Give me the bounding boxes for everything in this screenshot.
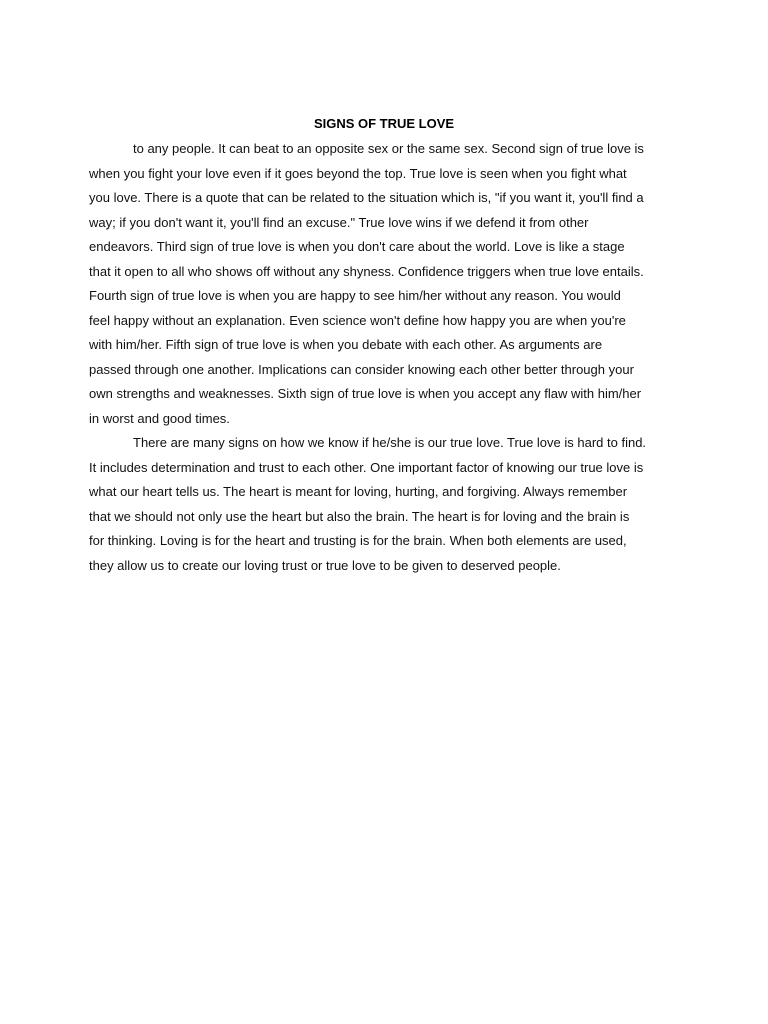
text-line: way; if you don't want it, you'll find an excuse." True love wins if we defend it from other [89, 214, 589, 230]
text-line: own strengths and weaknesses. Sixth sign of true love is when you accept any flaw with him/her [89, 386, 642, 401]
text-line: they allow us to create our loving trust or true love to be given to deserved people. [89, 557, 561, 573]
text-line: Fourth sign of true love is when you are happy to see him/her without any reason. You would [89, 288, 621, 303]
text-line: It includes determination and trust to each other. One important factor of knowing our true love is [89, 459, 644, 475]
text-line: that it open to all who shows off without any shyness. Confidence triggers when true love entails. [89, 263, 644, 279]
text-line: with him/her. Fifth sign of true love is when you debate with each other. As arguments are [89, 337, 603, 352]
text-line: you love. There is a quote that can be related to the situation which is, "if you want it, you'll find a [89, 190, 644, 205]
text-line: to any people. It can beat to an opposite sex or the same sex. Second sign of true love is [133, 141, 644, 156]
text-line: There are many signs on how we know if he/she is our true love. True love is hard to find. [133, 435, 647, 450]
document-title: SIGNS OF TRUE LOVE [313, 116, 455, 131]
text-line: feel happy without an explanation. Even science won't define how happy you are when you're [89, 312, 626, 328]
text-line: in worst and good times. [89, 410, 230, 426]
text-line: when you fight your love even if it goes beyond the top. True love is seen when you fight what [89, 165, 627, 181]
text-line: that we should not only use the heart but also the brain. The heart is for loving and the brain is [89, 508, 630, 524]
document-body [89, 137, 679, 578]
text-line: for thinking. Loving is for the heart and trusting is for the brain. When both elements are used, [89, 533, 627, 548]
text-line: passed through one another. Implications can consider knowing each other better through your [89, 361, 634, 377]
paragraph-1 [89, 137, 679, 431]
text-line: endeavors. Third sign of true love is when you don't care about the world. Love is like a stage [89, 239, 625, 254]
text-line: what our heart tells us. The heart is meant for loving, hurting, and forgiving. Always remember [89, 484, 628, 499]
paragraph-2 [89, 431, 679, 578]
